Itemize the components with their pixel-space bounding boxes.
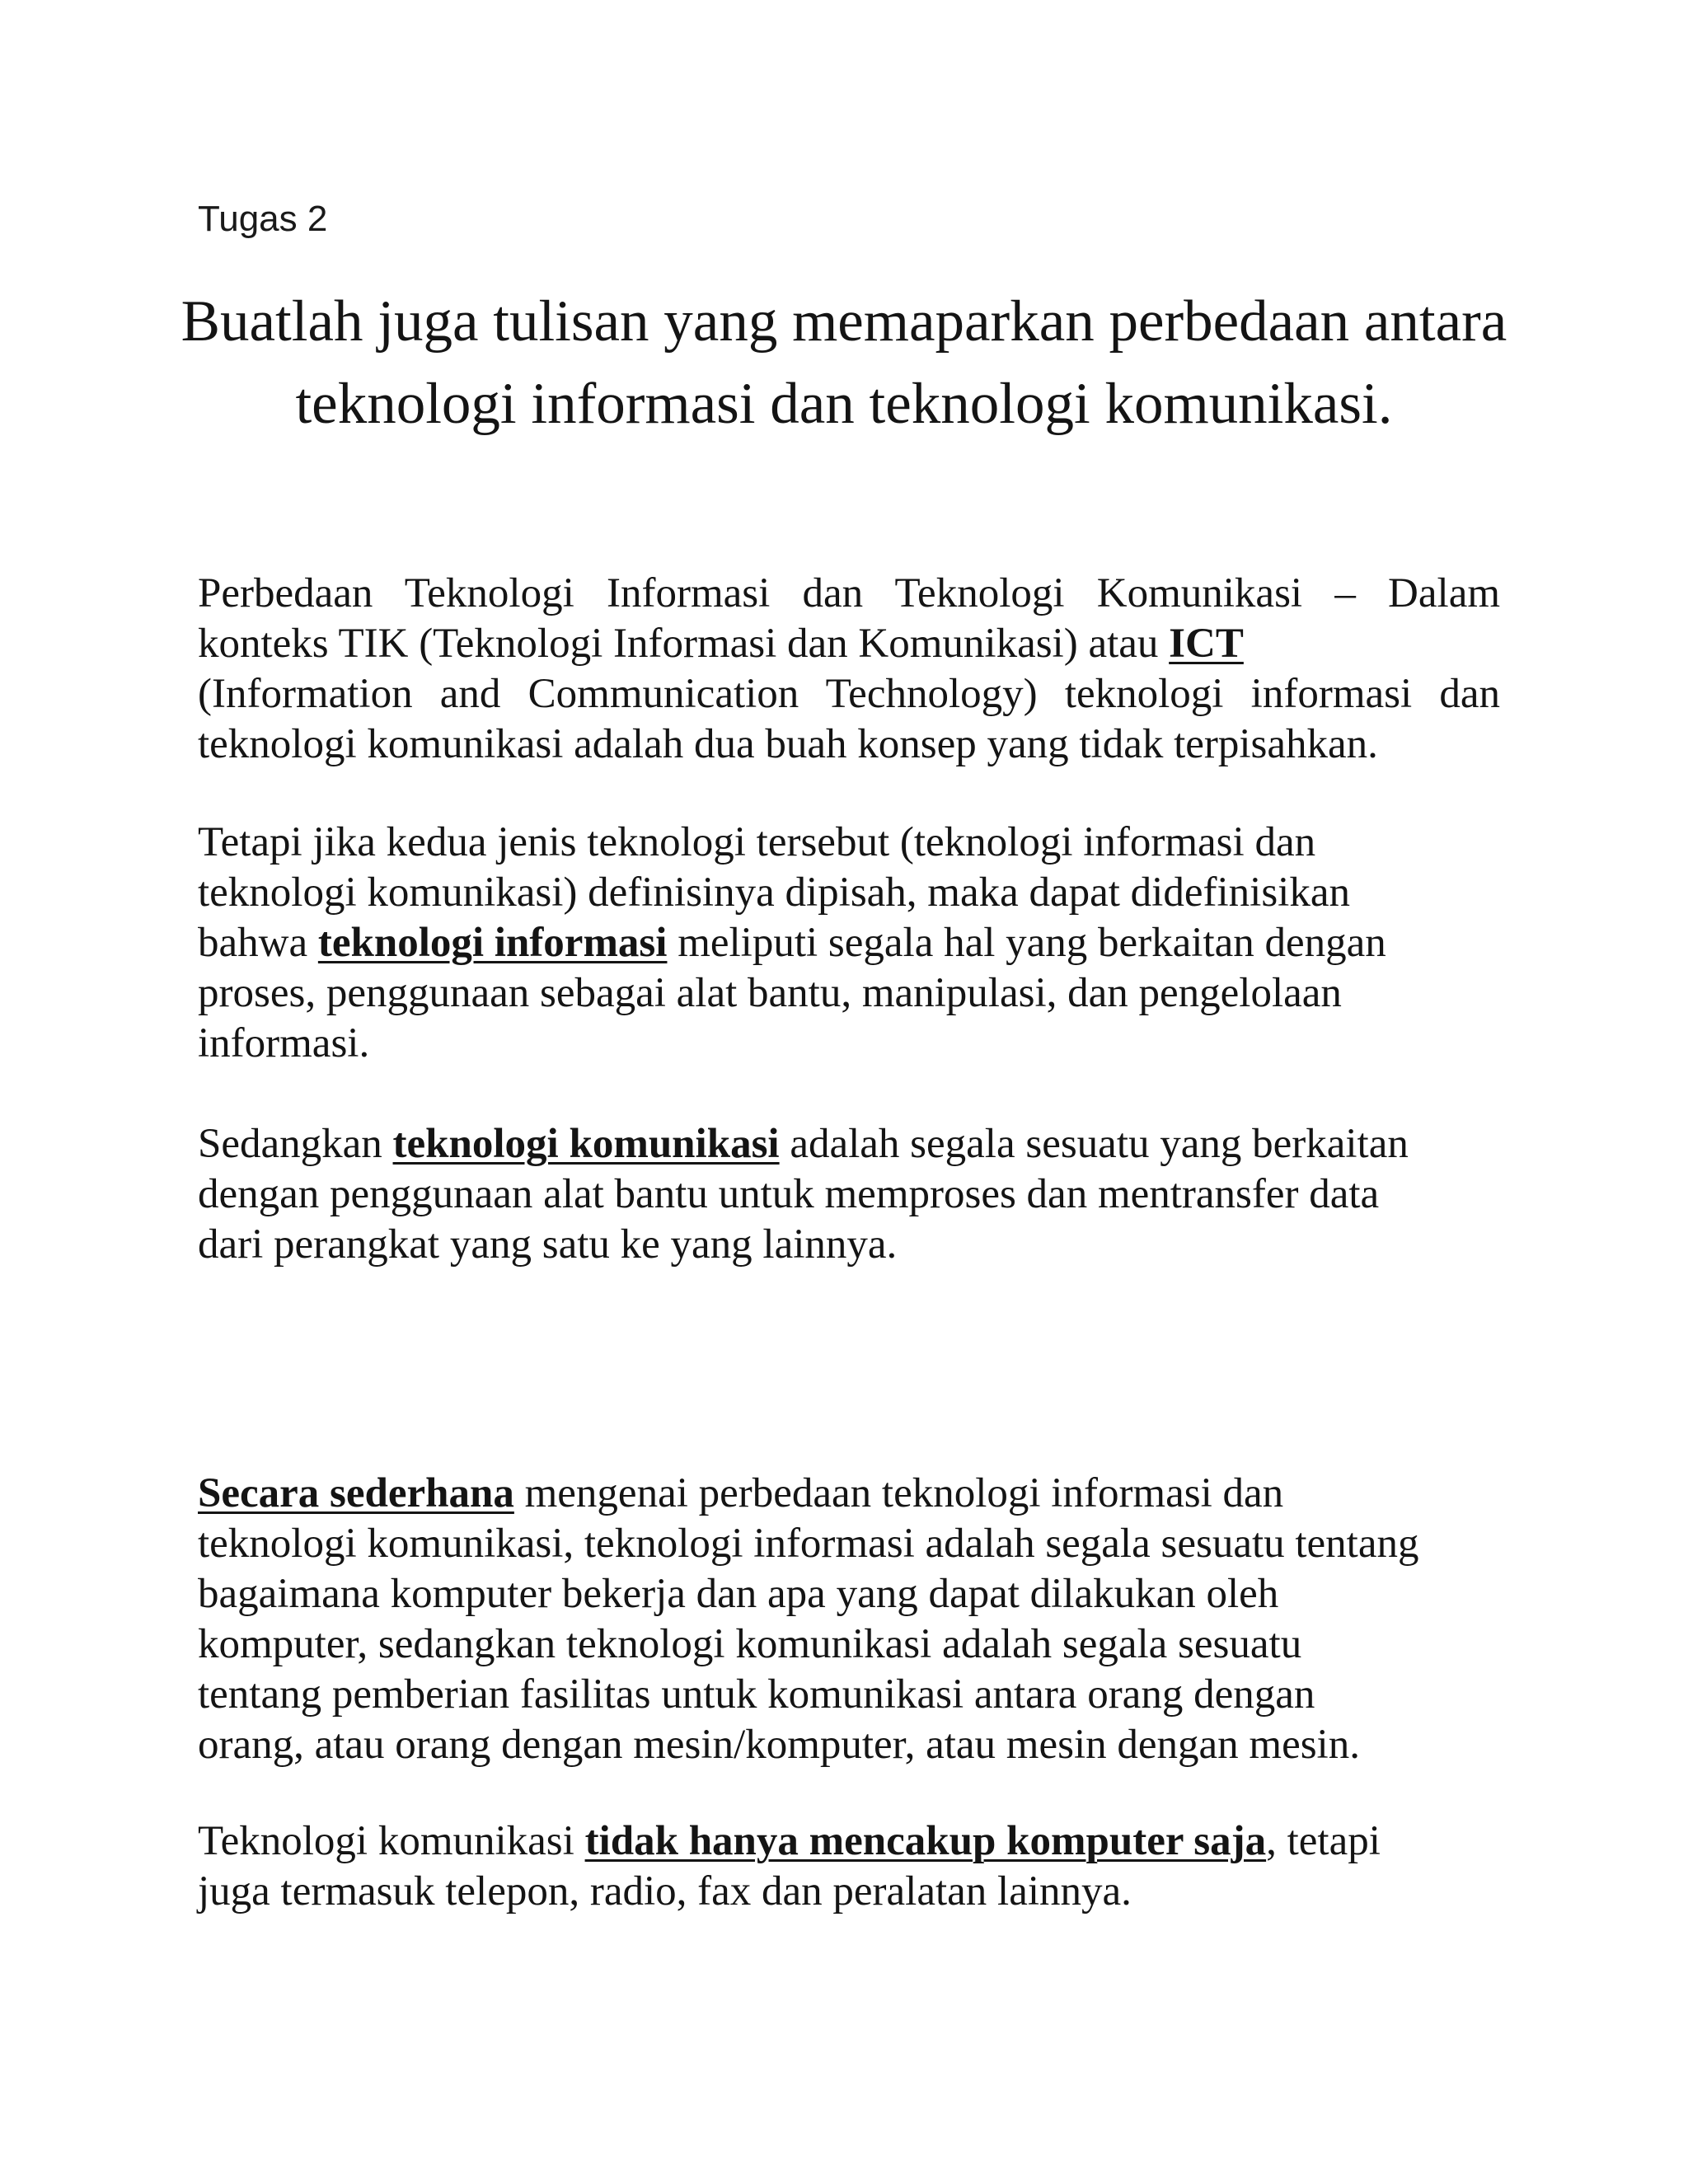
paragraph-line: proses, penggunaan sebagai alat bantu, manipulasi, dan pengelolaan: [198, 970, 1342, 1016]
text-run: , tetapi: [1266, 1818, 1381, 1864]
paragraph-line: teknologi komunikasi adalah dua buah konsep yang tidak terpisahkan.: [198, 721, 1378, 767]
text-run: mengenai perbedaan teknologi informasi dan: [513, 1470, 1284, 1516]
secara-sederhana-link[interactable]: Secara sederhana: [198, 1470, 514, 1516]
text-run: meliputi segala hal yang berkaitan dengan: [667, 920, 1386, 966]
text-run: bahwa: [198, 920, 318, 966]
paragraph-line: [198, 1119, 1500, 1169]
paragraph-line: informasi.: [198, 1020, 370, 1066]
text-run: Teknologi komunikasi: [198, 1818, 585, 1864]
paragraph-scope: [198, 1816, 1500, 1917]
text-run: Sedangkan: [198, 1121, 393, 1167]
prompt-line-2: teknologi informasi dan teknologi komunikasi.: [295, 372, 1393, 436]
assignment-label: Tugas 2: [198, 199, 328, 239]
paragraph-line: orang, atau orang dengan mesin/komputer, atau mesin dengan mesin.: [198, 1722, 1360, 1768]
text-run: adalah segala sesuatu yang berkaitan: [779, 1121, 1409, 1167]
paragraph-line: dari perangkat yang satu ke yang lainnya.: [198, 1221, 898, 1268]
paragraph-line: Perbedaan Teknologi Informasi dan Teknologi Komunikasi – Dalam: [198, 570, 1500, 616]
paragraph-line: dengan penggunaan alat bantu untuk memproses dan mentransfer data: [198, 1171, 1380, 1217]
paragraph-line: teknologi komunikasi) definisinya dipisah, maka dapat didefinisikan: [198, 869, 1350, 916]
tidak-hanya-komputer-link[interactable]: tidak hanya mencakup komputer saja: [584, 1818, 1267, 1864]
teknologi-informasi-link[interactable]: teknologi informasi: [317, 920, 668, 966]
paragraph-line: Tetapi jika kedua jenis teknologi tersebut (teknologi informasi dan: [198, 819, 1316, 865]
paragraph-line: [198, 1469, 1500, 1519]
assignment-prompt: [148, 280, 1540, 445]
paragraph-line: juga termasuk telepon, radio, fax dan peralatan lainnya.: [198, 1868, 1132, 1915]
paragraph-line: bagaimana komputer bekerja dan apa yang dapat dilakukan oleh: [198, 1571, 1279, 1617]
paragraph-intro: [198, 569, 1500, 770]
paragraph-definition-it: [198, 818, 1500, 1069]
paragraph-line: [198, 619, 1500, 669]
paragraph-definition-comm: [198, 1119, 1500, 1270]
paragraph-line: komputer, sedangkan teknologi komunikasi adalah segala sesuatu: [198, 1621, 1302, 1667]
prompt-line-1: Buatlah juga tulisan yang memaparkan perbedaan antara: [181, 289, 1507, 354]
paragraph-line: [198, 1816, 1500, 1867]
paragraph-line: (Information and Communication Technology) teknologi informasi dan: [198, 671, 1500, 717]
paragraph-line: tentang pemberian fasilitas untuk komunikasi antara orang dengan: [198, 1671, 1315, 1718]
ict-link[interactable]: ICT: [1169, 621, 1244, 667]
text-run: konteks TIK (Teknologi Informasi dan Komunikasi) atau: [198, 621, 1170, 667]
paragraph-summary: [198, 1469, 1500, 1770]
paragraph-line: [198, 918, 1500, 968]
teknologi-komunikasi-link[interactable]: teknologi komunikasi: [392, 1121, 780, 1167]
paragraph-line: teknologi komunikasi, teknologi informasi adalah segala sesuatu tentang: [198, 1521, 1419, 1567]
